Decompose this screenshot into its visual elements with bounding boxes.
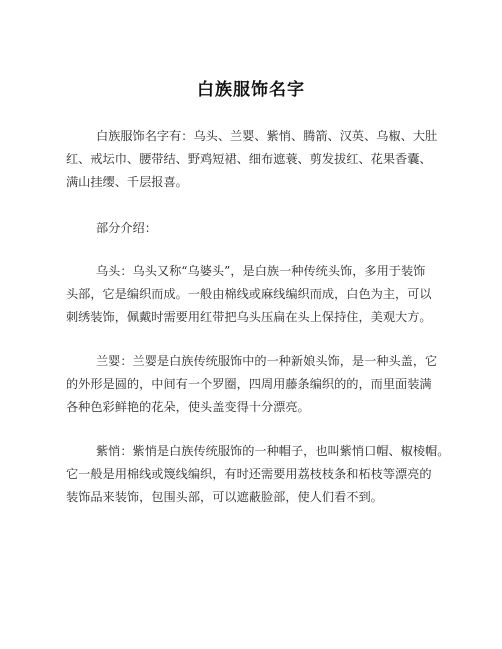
wutou-line-3: 刺绣装饰，佩戴时需要用红带把乌头压扁在头上保持住，美观大方。 [66, 310, 432, 324]
document-title: 白族服饰名字 [197, 80, 305, 100]
ziqiao-line-1: 紫悄：紫悄是白族传统服饰的一种帽子，也叫紫悄口帽、椒棱帽。 [96, 444, 450, 458]
intro-line-3: 满山挂缨、千层报喜。 [66, 175, 188, 189]
ziqiao-line-3: 装饰品来装饰，包围头部，可以遮蔽脸部，使人们看不到。 [66, 490, 383, 504]
ziqiao-line-2: 它一般是用棉线或篾线编织，有时还需要用荔枝枝条和柘枝等漂亮的 [66, 467, 432, 481]
intro-line-1: 白族服饰名字有：乌头、兰婴、紫悄、腾箭、汉英、乌椒、大肚 [96, 129, 438, 143]
lanying-line-3: 各种色彩鲜艳的花朵，使头盖变得十分漂亮。 [66, 400, 310, 414]
wutou-line-2: 头部，它是编织而成。一般由棉线或麻线编织而成，白色为主，可以 [66, 287, 432, 301]
wutou-line-1: 乌头：乌头又称“乌婆头”，是白族一种传统头饰，多用于装饰 [96, 264, 426, 278]
lanying-line-2: 的外形是圆的，中间有一个罗圈，四周用藤条编织的的，而里面装满 [66, 377, 432, 391]
intro-line-2: 红、戒坛巾、腰带结、野鸡短裙、细布遮蓑、剪发拔红、花果香囊、 [66, 152, 432, 166]
lanying-line-1: 兰婴：兰婴是白族传统服饰中的一种新娘头饰，是一种头盖，它 [96, 354, 438, 368]
section-heading: 部分介绍： [96, 221, 157, 235]
